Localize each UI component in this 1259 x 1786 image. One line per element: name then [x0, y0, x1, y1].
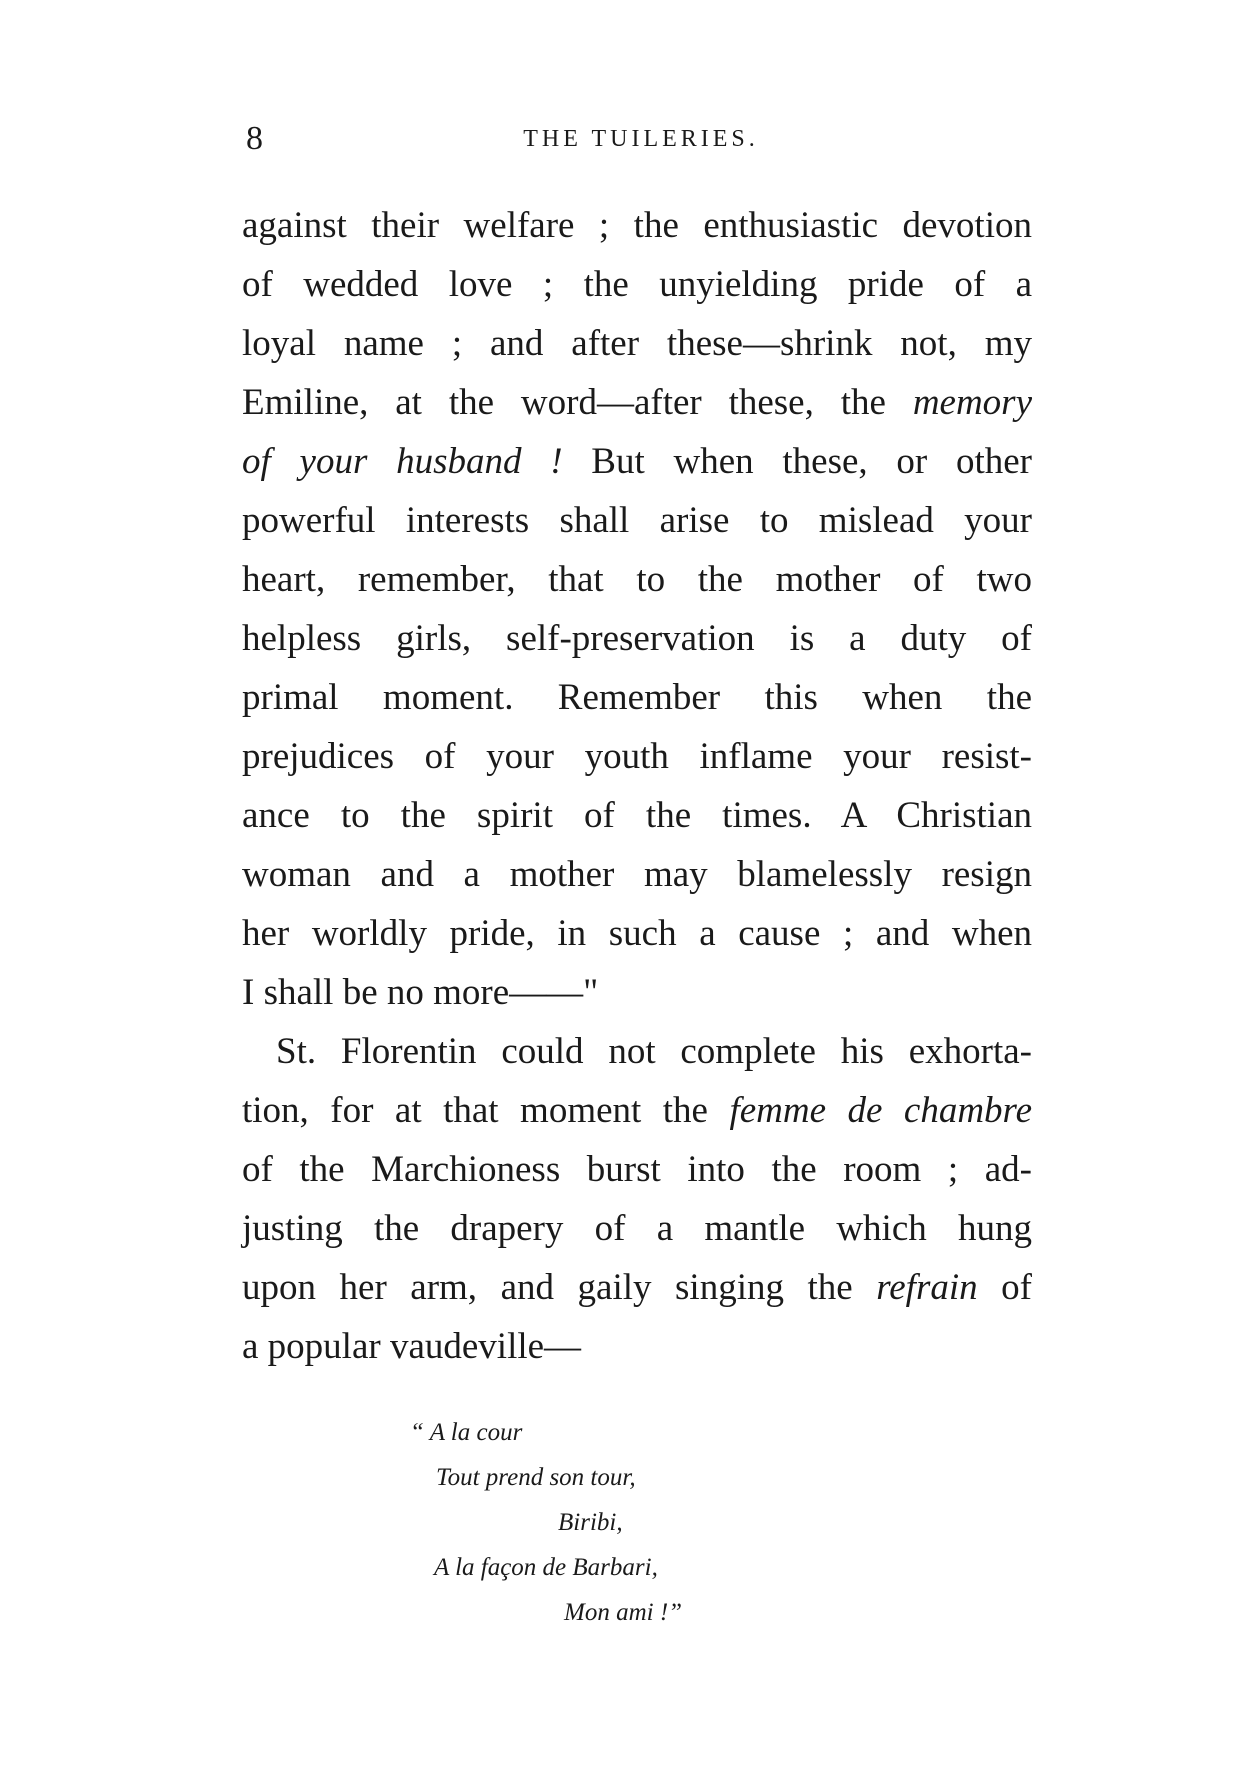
body-text — [242, 196, 1032, 1376]
verse-line: Tout prend son tour, — [436, 1464, 636, 1491]
text-line — [242, 432, 1032, 491]
text-line: primal moment. Remember this when the — [242, 677, 1032, 718]
text-line: against their welfare ; the enthusiastic devotion — [242, 205, 1032, 246]
text-line: heart, remember, that to the mother of two — [242, 559, 1032, 600]
text-line — [242, 1081, 1032, 1140]
verse-line: Biribi, — [558, 1509, 623, 1536]
text-line: woman and a mother may blamelessly resign — [242, 854, 1032, 895]
running-title: THE TUILERIES. — [523, 126, 759, 152]
italic-segment: of your husband ! — [242, 441, 563, 482]
text-segment: But when these, or other — [562, 441, 1032, 482]
text-line — [242, 1258, 1032, 1317]
italic-segment: memory — [912, 382, 1032, 423]
verse-line: “ A la cour — [410, 1419, 523, 1446]
text-line: her worldly pride, in such a cause ; and when — [242, 913, 1032, 954]
verse-line: A la façon de Barbari, — [434, 1554, 658, 1581]
text-line: helpless girls, self-preservation is a duty of — [242, 618, 1032, 659]
page-number: 8 — [246, 120, 263, 157]
running-head — [246, 120, 1036, 160]
text-segment: upon her arm, and gaily singing the — [242, 1267, 877, 1308]
text-line: a popular vaudeville— — [242, 1326, 582, 1367]
text-line: prejudices of your youth inflame your resist- — [242, 736, 1032, 777]
text-line: justing the drapery of a mantle which hung — [242, 1208, 1032, 1249]
verse-line: Mon ami !” — [564, 1599, 683, 1626]
verse-quotation — [400, 1410, 800, 1635]
italic-segment: femme de chambre — [729, 1090, 1032, 1131]
text-line: St. Florentin could not complete his exhorta- — [276, 1031, 1032, 1072]
text-line: of wedded love ; the unyielding pride of a — [242, 264, 1032, 305]
text-segment: of — [977, 1267, 1032, 1308]
text-line — [242, 373, 1032, 432]
text-line: I shall be no more——" — [242, 972, 599, 1013]
text-segment: tion, for at that moment the — [242, 1090, 730, 1131]
text-line: ance to the spirit of the times. A Christian — [242, 795, 1032, 836]
text-segment: Emiline, at the word—after these, the — [242, 382, 913, 423]
text-line: loyal name ; and after these—shrink not, my — [242, 323, 1032, 364]
text-line: of the Marchioness burst into the room ; ad- — [242, 1149, 1032, 1190]
italic-segment: refrain — [876, 1267, 978, 1308]
text-line: powerful interests shall arise to mislead your — [242, 500, 1032, 541]
